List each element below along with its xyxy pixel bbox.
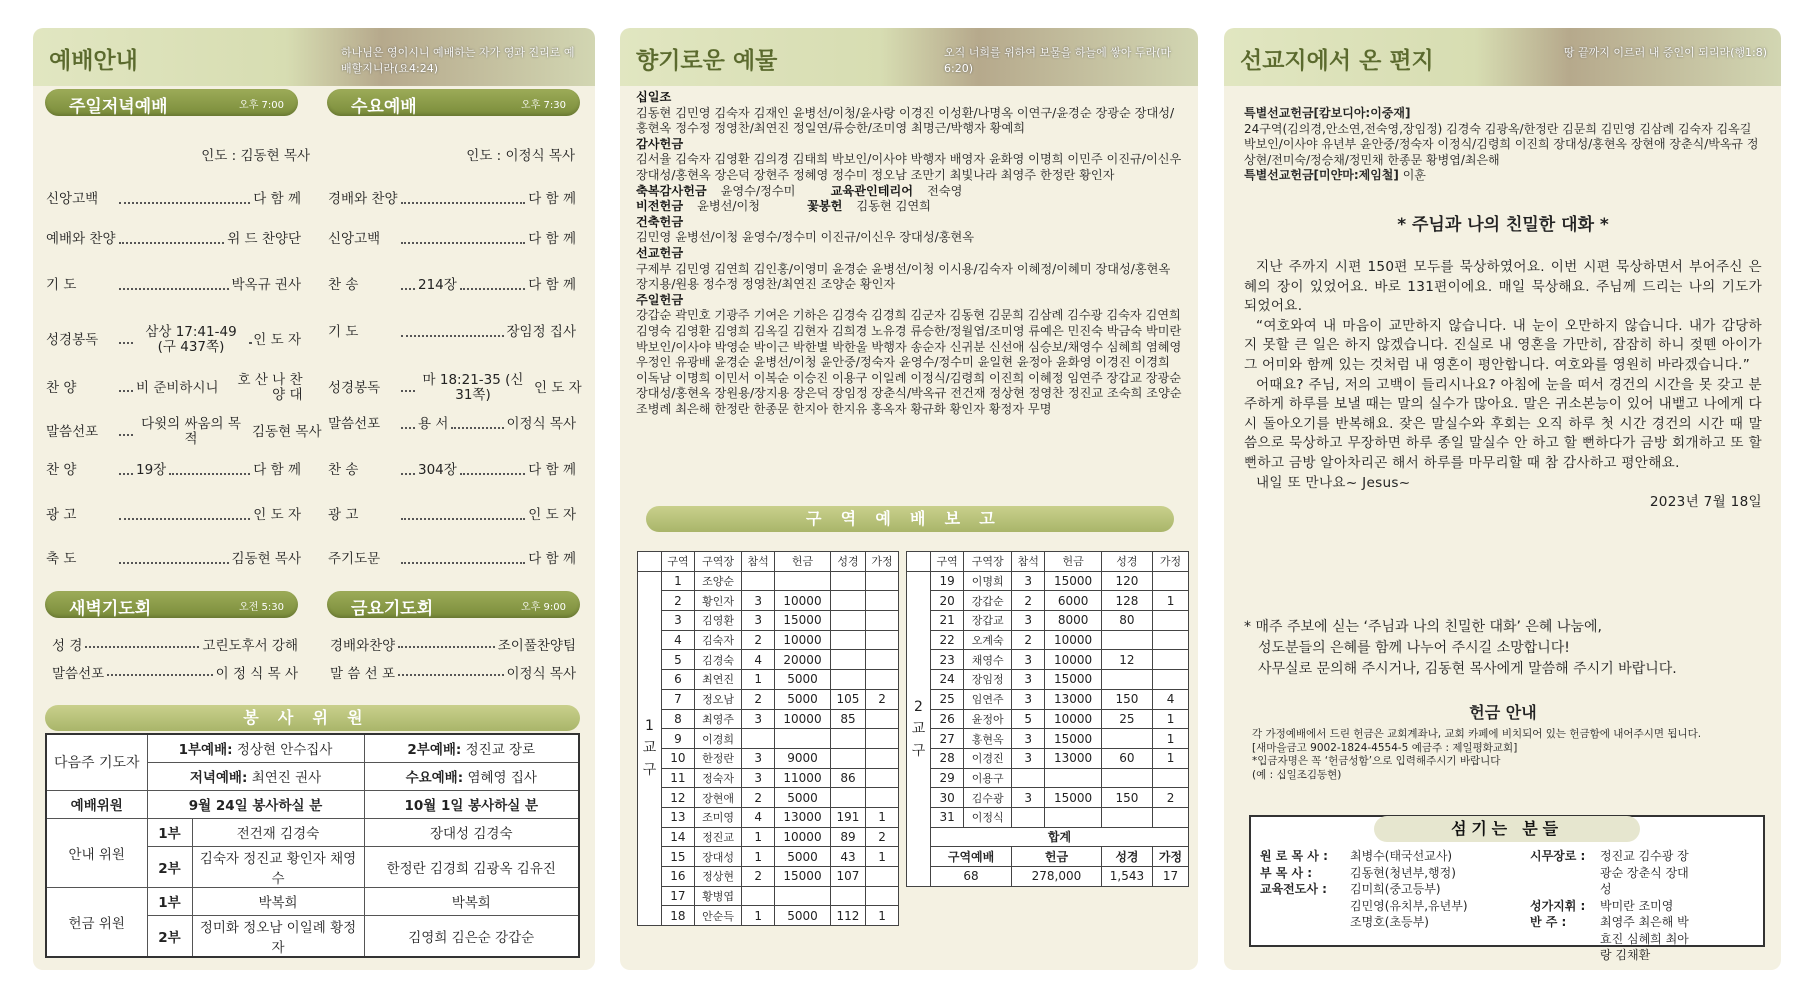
offering-guide: 각 가정예배에서 드린 헌금은 교회계좌나, 교회 카페에 비치되어 있는 헌금함에 내어주시면 됩니다. [새마을금고 9002-1824-4554-5 예금주 : 제일평화교회] *입금자명은 꼭 ‘헌금성함’으로 입력해주시기 바랍니다 (예 : 십일조김동현) xyxy=(1252,728,1702,781)
order-row: 말씀선포 다윗의 싸움의 목적 김동현 목사 xyxy=(46,416,322,447)
friday-row: 말 씀 선 포 이정식 목사 xyxy=(330,666,576,682)
district-row: 10 한정란 3 9000 xyxy=(638,748,899,768)
district-row: 30 김수광 3 15000 150 2 xyxy=(907,788,1189,808)
staff-entry: 조명호(초등부) xyxy=(1350,915,1429,929)
district-row: 13 조미영 4 13000 191 1 xyxy=(638,807,899,827)
order-row: 기 도 박옥규 권사 xyxy=(46,277,301,293)
guide-label: 안내 위원 xyxy=(46,818,147,887)
staff-entry: 성가지휘 : 박미란 조미영 xyxy=(1530,898,1674,913)
district-row: 26 윤정아 5 10000 25 1 xyxy=(907,709,1189,729)
district-row: 4 김숙자 2 10000 xyxy=(638,630,899,650)
district-table: 구역 구역장 참석 헌금 성경 가정 2 교 구 19 이명희 3 15000 120 20 강갑순 2 6000 128 1 21 장갑교 3 8000 80 22 오계숙 2 10000 23 채영수 3 10000 12 24 장임정 3 15000 25 임연주 3 13000 150 4 26 윤정아 5 10000 25 1 27 홍현옥 3 15000 1 28 이경진 3 13000 60 1 29 이용구 30 김수광 3 15000 150 2 31 이정식 합계 구역예배 헌금 성경 가정 68 278,000 1,543 17 xyxy=(906,551,1189,887)
letter-date: 2023년 7월 18일 xyxy=(1649,494,1762,511)
offering-group: 감사헌금 김서율 김숙자 김영환 김의경 김태희 박보인/이사야 박행자 배영자 윤화영 이명희 이민주 이진규/이신우 장대성/홍현옥 장은덕 장현주 정혜영 정수미 정오남 조만기 최빛나라 최영주 한정란 황인자 xyxy=(636,136,1182,182)
offering-guide-title: 헌금 안내 xyxy=(1469,703,1537,722)
summary-value: 68 xyxy=(931,867,1012,887)
order-row: 주기도문 다 함 께 xyxy=(328,551,576,567)
staff-list-left xyxy=(1260,848,1520,931)
order-row: 경배와 찬양 다 함 께 xyxy=(328,191,576,207)
sunday-leader: 인도 : 김동현 목사 xyxy=(201,148,310,164)
district-row: 14 정진교 1 10000 89 2 xyxy=(638,827,899,847)
district-row: 15 장대성 1 5000 43 1 xyxy=(638,847,899,867)
service-bar: 봉사위원 xyxy=(45,705,580,731)
offering-group: 비전헌금 윤병선/이청 꽃봉헌 김동현 김연희 xyxy=(636,199,931,214)
staff-entry: 시무장로 : 정진교 김수광 장광순 장춘식 장대성 xyxy=(1530,849,1689,896)
staff-title: 섬기는 분들 xyxy=(1374,816,1640,842)
district-row: 17 황병엽 xyxy=(638,886,899,906)
offering-group: 선교헌금 구제부 김민영 김연희 김인홍/이영미 윤경순 윤병선/이청 이시용/김숙자 이혜정/이혜미 장대성/홍현옥 장지용/원용 정수정 정영찬/최연진 조양순 황인자 xyxy=(636,245,1171,292)
district-row: 23 채영수 3 10000 12 xyxy=(907,650,1189,670)
order-row: 신앙고백 다 함 께 xyxy=(46,191,301,207)
offerings-header xyxy=(620,28,1198,86)
offerings-verse: 오직 너희를 위하여 보물을 하늘에 쌓아 두라(마6:20) xyxy=(944,46,1172,75)
district-row: 7 정오남 2 5000 105 2 xyxy=(638,689,899,709)
mission-title: 선교지에서 온 편지 xyxy=(1240,47,1434,74)
dawn-row: 성 경 고린도후서 강해 xyxy=(52,638,298,654)
district-row: 16 정상현 2 15000 107 xyxy=(638,867,899,887)
order-row: 찬 양 비 준비하시니 호 산 나 찬 양 대 xyxy=(46,372,303,403)
wed-leader: 인도 : 이정식 목사 xyxy=(466,148,575,164)
summary-value: 1,543 xyxy=(1101,867,1152,887)
order-row: 축 도 김동현 목사 xyxy=(46,551,301,567)
special-offering: 특별선교헌금[캄보디아:이중재] 24구역(김의경,안소연,전숙영,장임정) 김경숙 김광옥/한정란 김문희 김민영 김삼례 김숙자 김옥길 박보인/이사야 유년부 윤안중/정숙자 이정식/김령희 이진희 장대성/홍현옥 장현애 장춘식/박옥규 정상현/전미숙/정승채/정민채 한종문 황병엽/최은해 특별선교헌금[미얀마:제임철] 이훈 xyxy=(1244,106,1759,182)
district-row: 22 오계숙 2 10000 xyxy=(907,630,1189,650)
worship-info-verse: 하나님은 영이시니 예배하는 자가 영과 진리로 예배할지니라(요4:24) xyxy=(341,46,575,75)
sunday-time: 오후 7:00 xyxy=(239,100,284,111)
staff-entry: 반 주 : 최영주 최은해 박효진 심혜희 최아랑 김채환 xyxy=(1530,915,1689,962)
wednesday-pill xyxy=(327,89,580,116)
district-report-bar: 구역예배보고 xyxy=(646,506,1174,532)
order-row: 광 고 인 도 자 xyxy=(328,507,576,523)
order-row: 찬 송 304장 다 함 께 xyxy=(328,462,576,478)
fri-title: 금요기도회 xyxy=(351,599,434,619)
district-row: 12 장현애 2 5000 xyxy=(638,788,899,808)
district-row: 1 교 구 1 조양순 xyxy=(638,571,899,591)
letter-body: 지난 주까지 시편 150편 모두를 묵상하였어요. 이번 시편 묵상하면서 부어주신 은혜의 장이 있었어요. 바로 131편이에요. 매일 묵상해요. 주님께 드리는 나의 기도가 되었어요. “여호와여 내 마음이 교만하지 않습니다. 내 눈이 오만하지 않습니다. 내가 감당하지 못할 큰 일은 하지 않겠습니다. 진실로 내 영혼을 가만히, 잠잠히 하니 젖뗀 아이가 그 어미와 함께 있는 것처럼 내 영혼이 평안합니다. 여호와를 영원히 바라겠습니다.” 어때요? 주님, 저의 고백이 들리시나요? 아침에 눈을 떠서 경건의 시간을 못 갖고 분주하게 하루를 보낼 때는 말의 실수가 많아요. 말은 귀소본능이 있어 내뱉고 나에게 다시 돌아오기를 반복해요. 잦은 말실수와 후회는 오직 하루 첫 시간 경건의 시간 때 말씀으로 묵상하고 무장하면 하루 종일 말실수 안 하고 할 뻔하다가 금방 회개하고 또 할 뻔하고 금방 알아차리곤 해서 하루를 마무리할 때 참 감사하고 평안해요. 내일 또 만나요~ Jesus~ 2023년 7월 18일 xyxy=(1244,258,1762,513)
order-row: 광 고 인 도 자 xyxy=(46,507,301,523)
district-row: 18 안순득 1 5000 112 1 xyxy=(638,906,899,926)
district-row: 29 이용구 xyxy=(907,768,1189,788)
order-row: 신앙고백 다 함 께 xyxy=(328,231,576,247)
district-row: 20 강갑순 2 6000 128 1 xyxy=(907,591,1189,611)
staff-entry: 김민영(유치부,유년부) xyxy=(1350,898,1468,913)
order-row: 찬 양 19장 다 함 께 xyxy=(46,462,301,478)
district-row: 24 장임정 3 15000 xyxy=(907,670,1189,690)
staff-entry: 교육전도사 : 김미희(중고등부) xyxy=(1260,882,1441,896)
offering-group: 건축헌금 김민영 윤병선/이청 윤영수/정수미 이진규/이신우 장대성/홍현옥 xyxy=(636,214,975,245)
district-row: 31 이정식 xyxy=(907,807,1189,827)
district-row: 3 김영환 3 15000 xyxy=(638,611,899,631)
staff-list-right xyxy=(1530,848,1760,964)
friday-pill xyxy=(327,591,580,618)
staff-entry: 원 로 목 사 : 최병수(태국선교사) xyxy=(1260,849,1453,863)
letter-notice: * 매주 주보에 싣는 ‘주님과 나의 친밀한 대화’ 은혜 나눔에, 성도분들의 은혜를 함께 나누어 주시길 소망합니다! 사무실로 문의해 주시거나, 김동현 목사에게 말씀해 주시기 바랍니다. xyxy=(1244,619,1677,677)
district-row: 2 황인자 3 10000 xyxy=(638,591,899,611)
worship-info-title: 예배안내 xyxy=(49,47,138,74)
dawn-title: 새벽기도회 xyxy=(69,599,152,619)
order-row: 성경봉독 마 18:21-35 (신 31쪽) 인 도 자 xyxy=(328,372,582,403)
offerings-title: 향기로운 예물 xyxy=(636,47,778,74)
dawn-pill xyxy=(45,591,298,618)
wed-time: 오후 7:30 xyxy=(521,100,566,111)
dawn-row: 말씀선포 이 정 식 목 사 xyxy=(52,666,298,682)
wed-title: 수요예배 xyxy=(351,97,417,117)
district-row: 9 이경희 xyxy=(638,729,899,749)
friday-row: 경배와찬양 조이풀찬양팀 xyxy=(330,638,576,654)
summary-value: 17 xyxy=(1153,867,1189,887)
district-row: 21 장갑교 3 8000 80 xyxy=(907,611,1189,631)
offering-group: 주일헌금 강갑순 곽민호 기광주 기여은 기하은 김경숙 김경희 김군자 김동현 김문희 김삼례 김수광 김숙자 김연희 김영숙 김영환 김영희 김옥길 김현자 김희경 노유경 류승한/정월엽/조미영 류예은 민진숙 박금숙 박미란 박보인/이사야 박영순 박이근 박한별 박한울 박행자 송순자 신귀분 신선애 심승보/채영수 심혜희 염혜영 우정인 유광배 윤경순 윤병선/이청 윤안중/정숙자 윤영수/정수미 윤일현 윤정아 윤화영 이경진 이경희 이독남 이명희 이민서 이복순 이승진 이용구 이일례 이정식/김령희 이진희 이혜정 임연주 장갑교 장광순 장대성/홍현옥 장원용/장지용 장은덕 장임정 장춘식/박옥규 전건재 정상현 정영찬 정진교 조숙희 조양순 조병례 최은해 한정란 한종문 한지아 한지유 홍옥자 황규화 황인자 황정자 무명 xyxy=(636,292,1182,416)
offering-group: 십일조 김동현 김민영 김숙자 김재인 윤병선/이청/윤사랑 이경진 이성환/나명옥 이연구/윤경순 장광순 장대성/홍현옥 정수정 정영찬/최연진 정일연/류승한/조미영 최명근/박행자 황예희 xyxy=(636,90,1175,136)
district-table: 구역 구역장 참석 헌금 성경 가정 1 교 구 1 조양순 2 황인자 3 10000 3 김영환 3 15000 4 김숙자 2 10000 5 김경숙 4 20000 6 최연진 1 5000 7 정오남 2 5000 105 2 8 최영주 3 10000 85 9 이경희 10 한정란 3 9000 11 정숙자 3 11000 86 12 장현애 2 5000 13 조미영 4 13000 191 1 14 정진교 1 10000 89 2 15 장대성 1 5000 43 1 16 정상현 2 15000 107 17 황병엽 18 안순득 1 5000 112 1 xyxy=(637,551,899,926)
order-row: 성경봉독 삼상 17:41-49 (구 437쪽) 인 도 자 xyxy=(46,324,301,355)
offering-committee-label: 헌금 위원 xyxy=(46,887,147,957)
order-row: 예배와 찬양 위 드 찬양단 xyxy=(46,231,301,247)
sunday-title: 주일저녁예배 xyxy=(69,97,168,117)
worship-committee-label: 예배위원 xyxy=(46,790,147,818)
mission-header xyxy=(1224,28,1781,86)
staff-entry: 부 목 사 : 김동현(청년부,행정) xyxy=(1260,865,1456,880)
district-row: 8 최영주 3 10000 85 xyxy=(638,709,899,729)
dawn-time: 오전 5:30 xyxy=(239,602,284,613)
order-row: 말씀선포 용 서 이정식 목사 xyxy=(328,416,576,432)
mission-verse: 땅 끝까지 이르러 내 증인이 되리라(행1:8) xyxy=(1563,46,1767,59)
summary-value: 278,000 xyxy=(1012,867,1102,887)
next-prayer-label: 다음주 기도자 xyxy=(46,734,147,790)
district-row: 6 최연진 1 5000 xyxy=(638,670,899,690)
order-row: 기 도 장임정 집사 xyxy=(328,324,576,340)
district-row: 11 정숙자 3 11000 86 xyxy=(638,768,899,788)
sunday-evening-pill xyxy=(45,89,298,116)
letter-title: * 주님과 나의 친밀한 대화 * xyxy=(1397,215,1609,235)
district-row: 25 임연주 3 13000 150 4 xyxy=(907,689,1189,709)
district-row: 5 김경숙 4 20000 xyxy=(638,650,899,670)
offering-group: 축복감사헌금 윤영수/정수미 교육관인테리어 전숙영 xyxy=(636,183,963,198)
district-row: 28 이경진 3 13000 60 1 xyxy=(907,748,1189,768)
offering-list xyxy=(636,90,1184,417)
worship-info-header xyxy=(33,28,595,86)
order-row: 찬 송 214장 다 함 께 xyxy=(328,277,576,293)
district-row: 2 교 구 19 이명희 3 15000 120 xyxy=(907,571,1189,591)
service-table: 다음주 기도자 1부예배: 정상현 안수집사 2부예배: 정진교 장로 저녁예배: 최연진 권사 수요예배: 염혜영 집사 예배위원 9월 24일 봉사하실 분 10월 1일 봉사하실 분 안내 위원 1부 전건재 김경숙 장대성 김경숙 2부 김숙자 정진교 황인자 채영수 한정란 김경희 김광옥 김유진 헌금 위원 1부 박복희 박복희 2부 정미화 정오남 이일례 황정자 김영희 김은순 강갑순 xyxy=(45,733,580,958)
fri-time: 오후 9:00 xyxy=(521,602,566,613)
district-row: 27 홍현옥 3 15000 1 xyxy=(907,729,1189,749)
